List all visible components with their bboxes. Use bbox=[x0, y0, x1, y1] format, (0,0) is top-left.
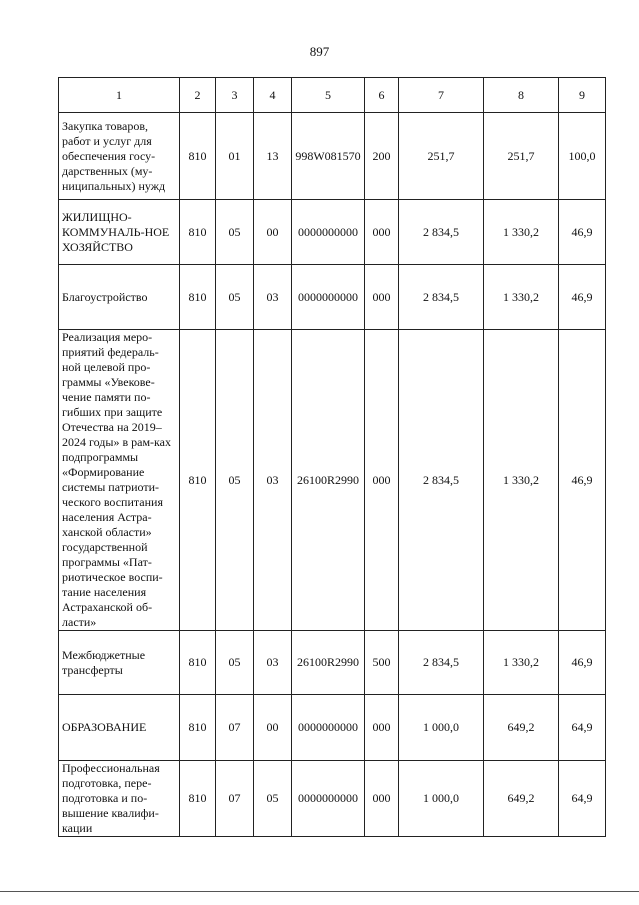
row-col-8: 251,7 bbox=[484, 113, 559, 200]
row-name: Межбюджетные трансферты bbox=[59, 631, 180, 695]
row-col-4: 03 bbox=[254, 265, 292, 330]
row-col-4: 03 bbox=[254, 631, 292, 695]
row-name: ОБРАЗОВАНИЕ bbox=[59, 695, 180, 761]
row-col-4: 00 bbox=[254, 200, 292, 265]
row-col-2: 810 bbox=[180, 330, 216, 631]
row-col-9: 64,9 bbox=[559, 761, 606, 837]
row-col-7: 1 000,0 bbox=[399, 695, 484, 761]
row-col-2: 810 bbox=[180, 200, 216, 265]
row-col-2: 810 bbox=[180, 265, 216, 330]
row-col-3: 07 bbox=[216, 761, 254, 837]
header-cell-6: 6 bbox=[365, 78, 399, 113]
header-row bbox=[59, 78, 606, 113]
row-col-2: 810 bbox=[180, 631, 216, 695]
table-row bbox=[59, 330, 606, 631]
row-col-5: 0000000000 bbox=[292, 265, 365, 330]
row-col-4: 03 bbox=[254, 330, 292, 631]
row-col-6: 000 bbox=[365, 761, 399, 837]
header-cell-2: 2 bbox=[180, 78, 216, 113]
page-bottom-divider bbox=[0, 891, 639, 892]
header-cell-8: 8 bbox=[484, 78, 559, 113]
row-col-5: 26100R2990 bbox=[292, 330, 365, 631]
row-col-3: 05 bbox=[216, 200, 254, 265]
header-cell-3: 3 bbox=[216, 78, 254, 113]
row-col-6: 000 bbox=[365, 265, 399, 330]
row-col-8: 1 330,2 bbox=[484, 265, 559, 330]
row-col-5: 0000000000 bbox=[292, 695, 365, 761]
row-col-5: 0000000000 bbox=[292, 761, 365, 837]
row-col-3: 05 bbox=[216, 330, 254, 631]
row-name: Закупка товаров, работ и услуг для обеспечения госу-дарственных (му-ниципальных) нужд bbox=[59, 113, 180, 200]
table-row bbox=[59, 113, 606, 200]
row-col-9: 46,9 bbox=[559, 200, 606, 265]
table-row bbox=[59, 265, 606, 330]
row-col-8: 1 330,2 bbox=[484, 631, 559, 695]
table-row bbox=[59, 631, 606, 695]
row-col-6: 500 bbox=[365, 631, 399, 695]
row-col-5: 998W081570 bbox=[292, 113, 365, 200]
row-col-7: 251,7 bbox=[399, 113, 484, 200]
row-col-3: 05 bbox=[216, 265, 254, 330]
table-row bbox=[59, 200, 606, 265]
table-row bbox=[59, 761, 606, 837]
header-cell-7: 7 bbox=[399, 78, 484, 113]
row-col-4: 05 bbox=[254, 761, 292, 837]
budget-table bbox=[58, 77, 606, 837]
row-name: Реализация меро-приятий федераль-ной целевой про-граммы «Увекове-чение памяти по-гибших при защите Отечества на 2019–2024 годы» в рам-ках подпрограммы «Формирование системы патриоти-ческого воспитания населения Астра-ханской области» государственной программы «Пат-риотическое воспи-тание населения Астраханской об-ласти» bbox=[59, 330, 180, 631]
row-col-2: 810 bbox=[180, 113, 216, 200]
header-cell-1: 1 bbox=[59, 78, 180, 113]
row-name: Благоустройство bbox=[59, 265, 180, 330]
row-name: ЖИЛИЩНО-КОММУНАЛЬ-НОЕ ХОЗЯЙСТВО bbox=[59, 200, 180, 265]
table-row bbox=[59, 695, 606, 761]
header-cell-5: 5 bbox=[292, 78, 365, 113]
row-col-3: 01 bbox=[216, 113, 254, 200]
row-col-7: 2 834,5 bbox=[399, 330, 484, 631]
row-col-9: 64,9 bbox=[559, 695, 606, 761]
row-col-9: 46,9 bbox=[559, 265, 606, 330]
row-col-4: 00 bbox=[254, 695, 292, 761]
row-col-4: 13 bbox=[254, 113, 292, 200]
row-col-5: 26100R2990 bbox=[292, 631, 365, 695]
row-col-5: 0000000000 bbox=[292, 200, 365, 265]
row-col-3: 07 bbox=[216, 695, 254, 761]
row-col-8: 649,2 bbox=[484, 695, 559, 761]
row-col-8: 1 330,2 bbox=[484, 200, 559, 265]
row-col-6: 200 bbox=[365, 113, 399, 200]
row-col-9: 100,0 bbox=[559, 113, 606, 200]
row-name: Профессиональная подготовка, пере-подготовка и по-вышение квалифи-кации bbox=[59, 761, 180, 837]
row-col-6: 000 bbox=[365, 695, 399, 761]
row-col-7: 2 834,5 bbox=[399, 631, 484, 695]
row-col-7: 2 834,5 bbox=[399, 265, 484, 330]
header-cell-9: 9 bbox=[559, 78, 606, 113]
page-number: 897 bbox=[309, 44, 330, 59]
row-col-9: 46,9 bbox=[559, 631, 606, 695]
row-col-9: 46,9 bbox=[559, 330, 606, 631]
row-col-8: 1 330,2 bbox=[484, 330, 559, 631]
row-col-2: 810 bbox=[180, 761, 216, 837]
row-col-7: 2 834,5 bbox=[399, 200, 484, 265]
row-col-3: 05 bbox=[216, 631, 254, 695]
row-col-8: 649,2 bbox=[484, 761, 559, 837]
row-col-2: 810 bbox=[180, 695, 216, 761]
header-cell-4: 4 bbox=[254, 78, 292, 113]
row-col-6: 000 bbox=[365, 200, 399, 265]
row-col-7: 1 000,0 bbox=[399, 761, 484, 837]
row-col-6: 000 bbox=[365, 330, 399, 631]
